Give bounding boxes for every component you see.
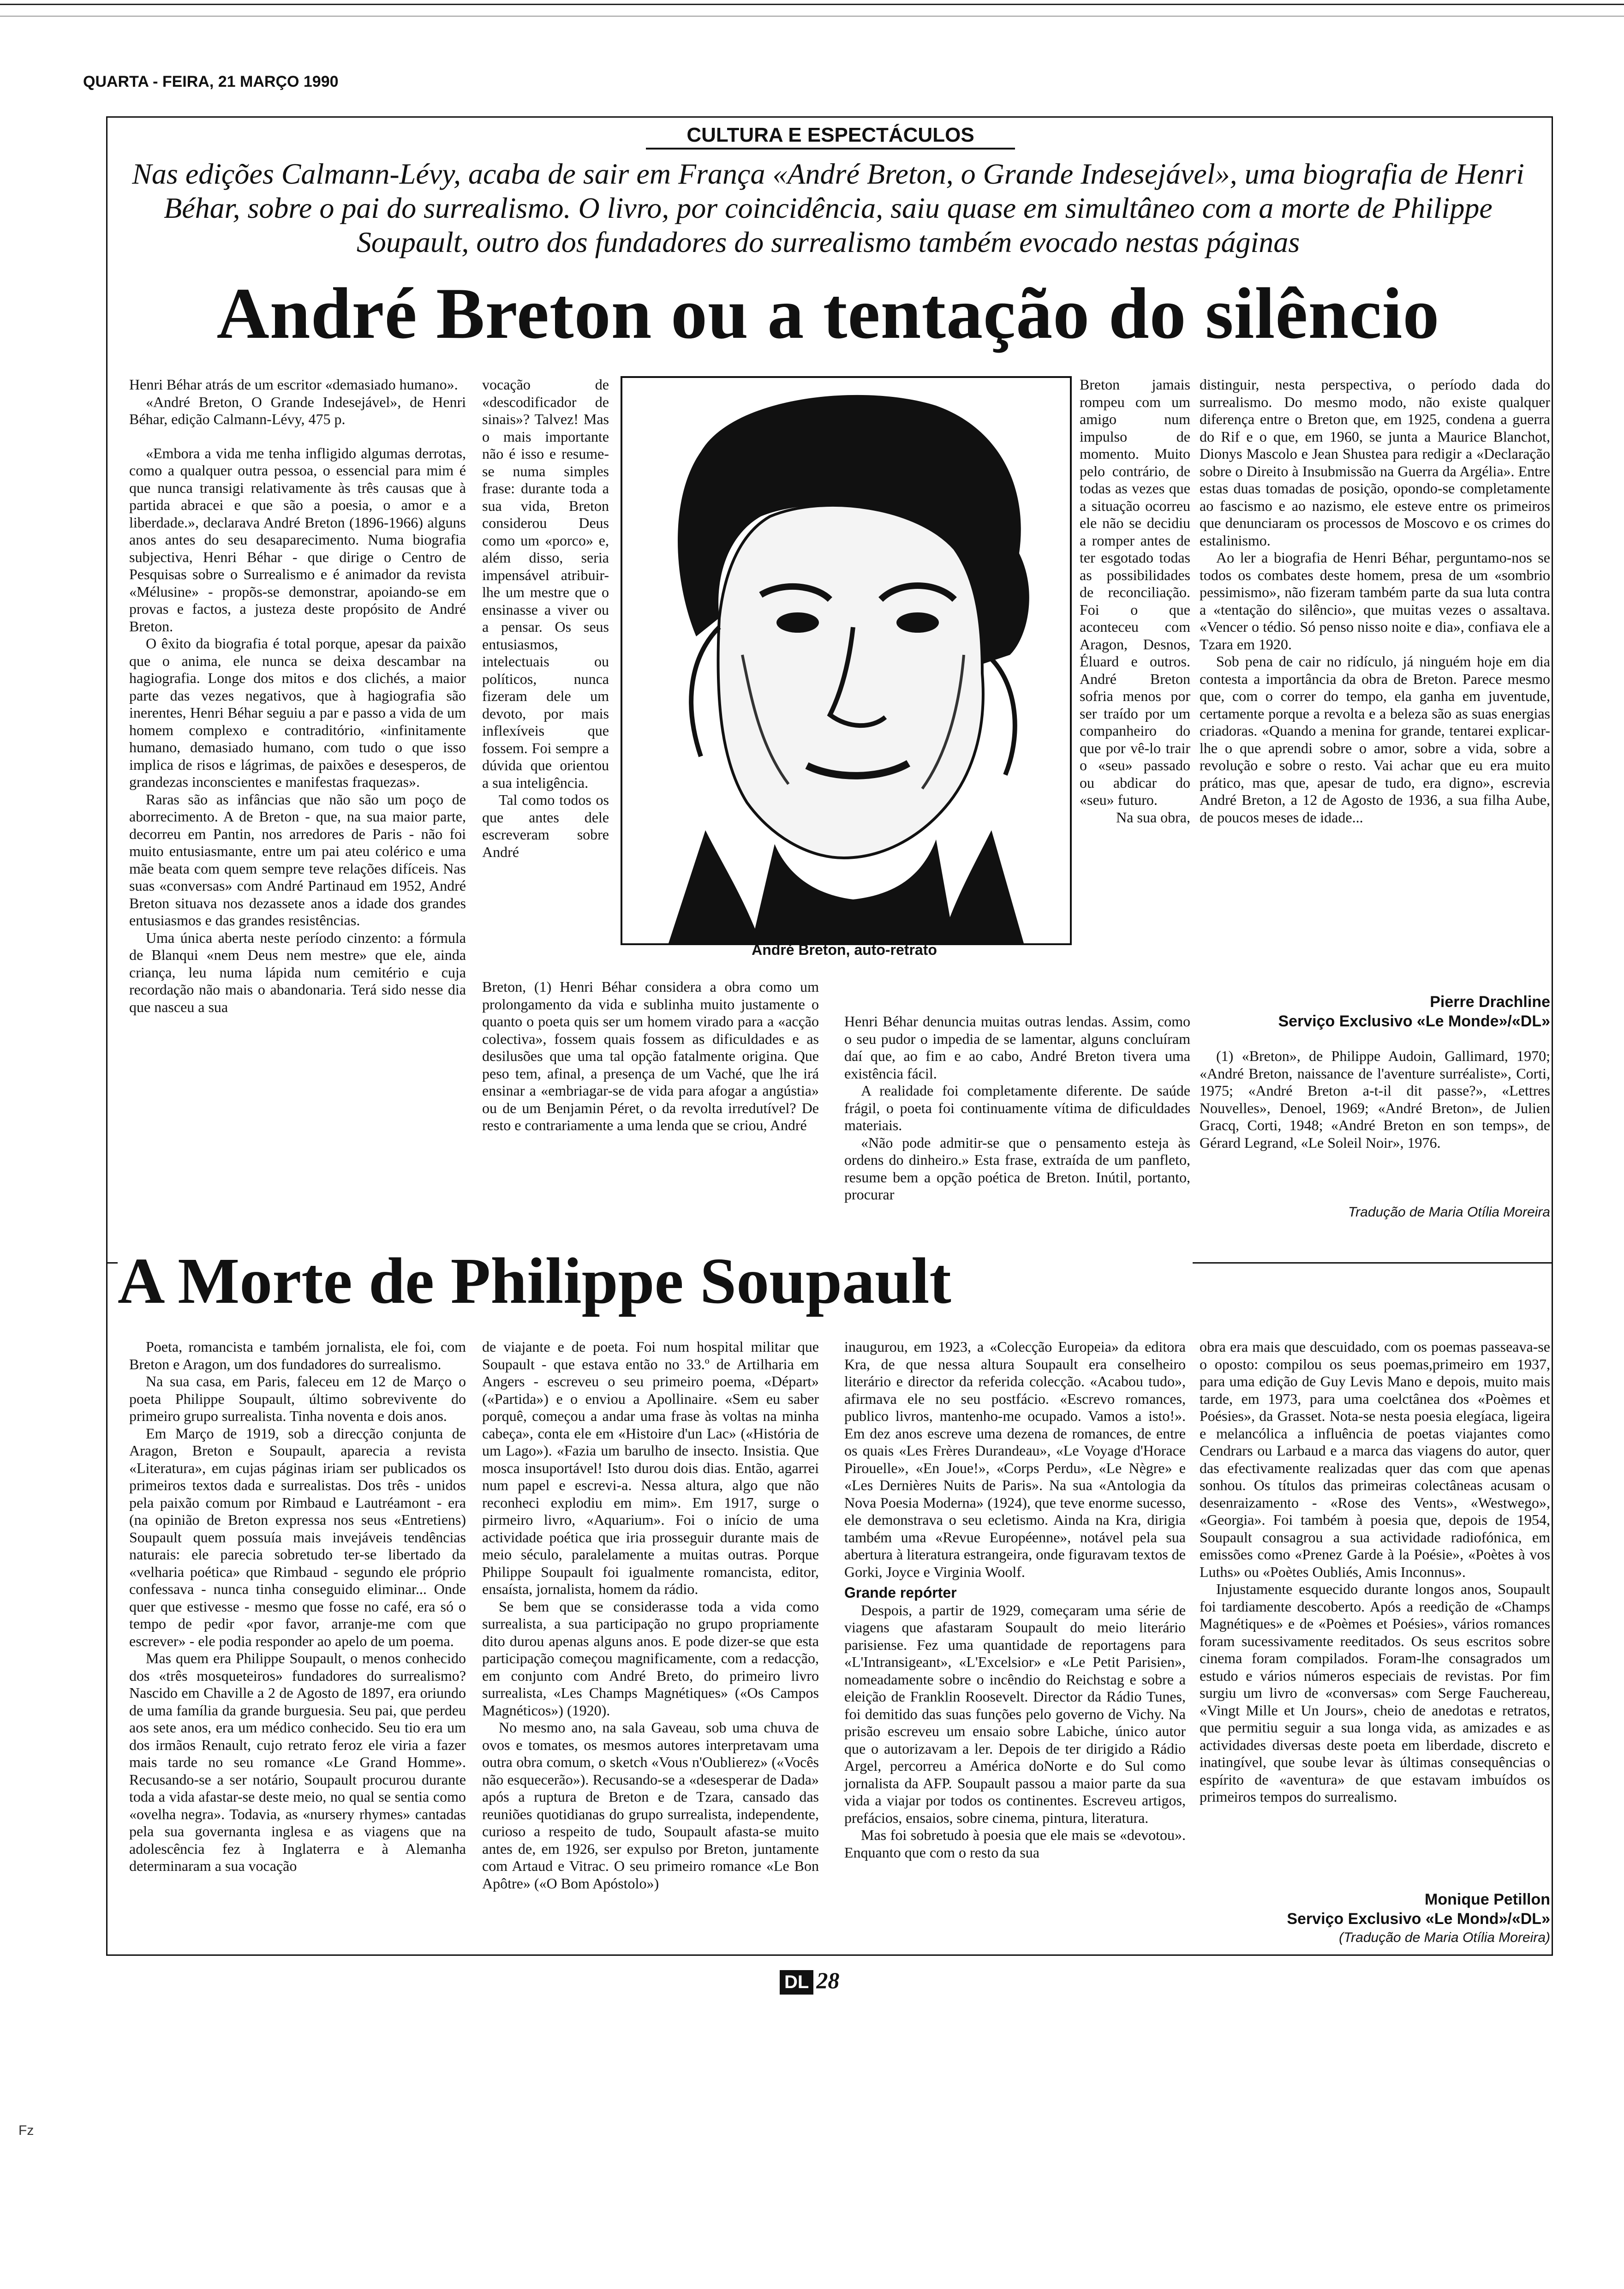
breton-column-3 bbox=[1080, 376, 1190, 826]
paragraph: obra era mais que descuidado, com os poemas passeava-se o oposto: compilou os seus poemas,primeiro em 1937, para uma edição de Guy Levis Mano e depois, muito mais tarde, em 1973, para uma coelctânea dos «Poèmes et Poésies», da Grasset. Nota-se nesta poesia elegíaca, ligeira e melancólica a influência de poetas viajantes como Cendrars ou Larbaud e a marca das viagens do autor, quer das efectivamente realizadas quer das com que apenas sonhou. Os títulos das primeiras colectâneas acusam o desenraizamento - «Rose des Vents», «Westwego», «Georgia». Foi também à poesia que, depois de 1954, Soupault consagrou a sua actividade radiofónica, em emissões como «Prenez Garde à la Poésie», «Poètes à vos Luths» ou «Poètes Oubliés, Amis Inconnus». bbox=[1200, 1338, 1550, 1580]
top-edge-rule-2 bbox=[0, 16, 1624, 17]
margin-mark: Fz bbox=[18, 2123, 34, 2138]
page-footer bbox=[780, 1967, 839, 1995]
paragraph: Tal como todos os que antes dele escreveram sobre André bbox=[482, 791, 609, 860]
book-reference: «André Breton, O Grande Indesejável», de Henri Béhar, edição Calmann-Lévy, 475 p. bbox=[129, 393, 466, 427]
paragraph: Henri Béhar denuncia muitas outras lendas. Assim, como o seu pudor o impedia de se lamentar, alguns concluíram daí que, ao fim e ao cabo, André Breton tivera uma existência fácil. bbox=[844, 1013, 1190, 1082]
paragraph: Na sua casa, em Paris, faleceu em 12 de Março o poeta Philippe Soupault, último sobrevivente do primeiro grupo surrealista. Tinha noventa e dois anos. bbox=[129, 1373, 466, 1424]
paragraph: «Não pode admitir-se que o pensamento esteja às ordens do dinheiro.» Esta frase, extraída de um panfleto, resume bem a opção poética de Breton. Inútil, portanto, procurar bbox=[844, 1134, 1190, 1203]
paragraph: vocação de «descodificador de sinais»? Talvez! Mas o mais importante não é isso e resume-se numa simples frase: durante toda a sua vida, Breton considerou Deus como um «porco» e, além disso, seria impensável atribuir-lhe um mestre que o ensinasse a viver ou a pensar. Os seus entusiasmos, intelectuais ou políticos, nunca fizeram dele um devoto, por mais inflexíveis que fossem. Foi sempre a dúvida que orientou a sua inteligência. bbox=[482, 376, 609, 791]
soupault-column-4 bbox=[1200, 1338, 1550, 1806]
paragraph: O êxito da biografia é total porque, apesar da paixão que o anima, ele nunca se deixa descambar na hagiografia. Longe dos mitos e dos clichés, a maior parte das vezes negativos, que à hagiografia são inerentes, Henri Béhar seguiu a par e passo a vida de um homem complexo e contraditório, «infinitamente humano, demasiado humano, com tudo o que isso implica de risos e lágrimas, de paixões e desesperos, de grandezas inconscientes e manifestas fraquezas». bbox=[129, 635, 466, 790]
paragraph: A realidade foi completamente diferente. De saúde frágil, o poeta foi continuamente vítima de dificuldades materiais. bbox=[844, 1082, 1190, 1133]
paragraph: Uma única aberta neste período cinzento: a fórmula de Blanqui «nem Deus nem mestre» que ele, ainda criança, leu numa lápida num cemitério e cuja recordação não mais o abandonaria. Terá sido nesse dia que nasceu a sua bbox=[129, 929, 466, 1015]
breton-column-4 bbox=[1200, 376, 1550, 826]
paragraph: distinguir, nesta perspectiva, o período dada do surrealismo. Do mesmo modo, não existe qualquer diferença entre o Breton que, em 1925, condena a guerra do Rif e o que, em 1960, se junta a Maurice Blanchot, Dionys Mascolo e Jean Shustea para redigir a «Declaração sobre o Direito à Insubmissão na Guerra da Argélia». Entre estas duas tomadas de posição, opondo-se completamente ao fascismo e ao nazismo, ele esteve entre os primeiros que denunciaram os processos de Moscovo e os crimes do estalinismo. bbox=[1200, 376, 1550, 549]
breton-column-2-continued bbox=[482, 978, 819, 1134]
paragraph: Sob pena de cair no ridículo, já ninguém hoje em dia contesta a importância da obra de Breton. Parece mesmo que, com o correr do tempo, ela ganha em juventude, certamente porque a revolta e a beleza são as suas energias criadoras. «Quando a menina for grande, tentarei explicar-lhe o que aprendi sobre o amor, sobre a vida, sobre a revolução e sobre o resto. Vai achar que eu era muito prático, mas que, apesar de tudo, era digno», escrevia André Breton, a 12 de Agosto de 1936, a sua filha Aube, de poucos meses de idade... bbox=[1200, 653, 1550, 826]
breton-column-2 bbox=[482, 376, 609, 861]
soupault-signature bbox=[1200, 1890, 1550, 1929]
page-date: QUARTA - FEIRA, 21 MARÇO 1990 bbox=[83, 73, 339, 90]
author-name: Monique Petillon bbox=[1425, 1891, 1550, 1908]
soupault-column-3 bbox=[844, 1338, 1186, 1861]
photo-caption: André Breton, auto-retrato bbox=[752, 941, 937, 958]
article-deck: Nas edições Calmann-Lévy, acaba de sair em França «André Breton, o Grande Indesejável», uma biografia de Henri Béhar, sobre o pai do surrealismo. O livro, por coincidência, saiu quase em simultâneo com a morte de Philippe Soupault, outro dos fundadores do surrealismo também evocado nestas páginas bbox=[132, 157, 1524, 258]
paragraph: de viajante e de poeta. Foi num hospital militar que Soupault - que estava então no 33.º de Artilharia em Angers - escreveu o seu primeiro poema, «Départ» («Partida») e o enviou a Apollinaire. «Sem eu saber porquê, começou a andar uma frase às voltas na minha cabeça», conta ele em «Histoire d'un Lac» («História de um Lago»). «Fazia um barulho de insecto. Insistia. Que mosca insuportável! Isto durou dois dias. Então, agarrei num papel e escrevi-a. Nessa altura, algo que não reconheci explodiu em mim». Em 1917, surge o pirmeiro livro, «Aquarium». Foi o início de uma actividade poética que iria prosseguir durante mais de meio século, paralelamente a muitas outras. Porque Philippe Soupault foi igualmente romancista, editor, ensaísta, jornalista, homem da rádio. bbox=[482, 1338, 819, 1597]
breton-column-3-continued bbox=[844, 1013, 1190, 1204]
paragraph: Mas quem era Philippe Soupault, o menos conhecido dos «três mosqueteiros» fundadores do surrealismo? Nascido em Chaville a 2 de Agosto de 1897, era oriundo de uma família da grande burguesia. Seu pai, que perdeu aos sete anos, era um médico conhecido. Seu tio era um dos irmãos Renault, cujo retrato feroz ele viria a fazer mais tarde no seu romance «Le Grand Homme». Recusando-se a ser notário, Soupault procurou durante toda a vida afastar-se deste meio, no qual se sentia como «ovelha negra». Todavia, as «nursery rhymes» cantadas pela sua governanta inglesa e as viagens que na adolescência fez à Inglaterra e à Alemanha determinaram a sua vocação bbox=[129, 1650, 466, 1874]
paragraph: No mesmo ano, na sala Gaveau, sob uma chuva de ovos e tomates, os mesmos autores interpretavam uma outra obra comum, o sketch «Vous n'Oublierez» («Vocês não esquecerão»). Recusando-se a «desesperar de Dada» após a ruptura de Breton e de Tzara, cansado das reuniões quotidianas do grupo surrealista, independente, curioso a respeito de tudo, Soupault afasta-se muito antes de, em 1926, ser expulso por Breton, juntamente com Artaud e Vitrac. O seu primeiro romance «Le Bon Apôtre» («O Bom Apóstolo») bbox=[482, 1719, 819, 1892]
author-name: Pierre Drachline bbox=[1430, 993, 1550, 1011]
paragraph: Despois, a partir de 1929, começaram uma série de viagens que afastaram Soupault do meio literário parisiense. Fez uma quantidade de reportagens para «L'Intransigeant», «L'Excelsior» e «Le Petit Parisien», nomeadamente sobre o incêndio do Reichstag e sobre a eleição de Franklin Roosevelt. Director da Rádio Tunes, foi demitido das suas funções pelo governo de Vichy. Na prisão escreveu um ensaio sobre Labiche, único autor que o autorizavam a ler. Depois de ter dirigido a Rádio Argel, percorreu a América doNorte e do Sul como jornalista da AFP. Soupault passou a maior parte da sua vida a viajar por todos os continentes. Escreveu artigos, prefácios, ensaios, sobre cinema, pintura, literatura. bbox=[844, 1601, 1186, 1826]
paragraph: Se bem que se considerasse toda a vida como surrealista, a sua participação no grupo propriamente dito durou apenas alguns anos. E pode dizer-se que esta participação começou magnificamente, com a redacção, em conjunto com André Breto, do primeiro livro surrealista, «Les Champs Magnétiques» («Os Campos Magnéticos») (1920). bbox=[482, 1598, 819, 1719]
breton-portrait bbox=[621, 376, 1072, 945]
paragraph: Poeta, romancista e também jornalista, ele foi, com Breton e Aragon, um dos fundadores do surrealismo. bbox=[129, 1338, 466, 1372]
breton-signature bbox=[1200, 992, 1550, 1031]
paragraph: Na sua obra, bbox=[1116, 809, 1190, 826]
paragraph: Breton jamais rompeu com um amigo num impulso de momento. Muito pelo contrário, de todas as vezes que a situação ocorreu ele não se decidiu a romper antes de ter esgotado todas as possibilidades de reconciliação. Foi o que aconteceu com Aragon, Desnos, Éluard e outros. André Breton sofria menos por ser traído por um companheiro do que por vê-lo trair o «seu» passado ou abdicar do «seu» futuro. bbox=[1080, 376, 1190, 808]
paragraph: Injustamente esquecido durante longos anos, Soupault foi tardiamente descoberto. Após a reedição de «Champs Magnétiques» e de «Poèmes et Poésies», vários romances foram sucessivamente reeditados. Os seus escritos sobre cinema foram compilados. Foram-lhe consagrados um estudo e vários números especiais de revistas. Por fim surgiu um livro de «conversas» com Serge Fauchereau, «Vingt Mille et Un Jours», cheio de anedotas e retratos, que permitiu seguir a sua longa vida, as amizades e as actividades diversas deste poeta em liberdade, discreto e inatingível, que soube levar às últimas consequências o espírito de «aventura» de que estavam imbuídos os primeiros tempos do surrealismo. bbox=[1200, 1581, 1550, 1805]
page-number: 28 bbox=[816, 1967, 840, 1993]
paragraph: Ao ler a biografia de Henri Béhar, perguntamo-nos se todos os combates deste homem, presa de um «sombrio pessimismo», não fizeram também parte da sua luta contra a «tentação do silêncio», que muitas vezes o assaltava. «Vencer o tédio. Só penso nisso noite e dia», confiava ele a Tzara em 1920. bbox=[1200, 549, 1550, 653]
footnote: (1) «Breton», de Philippe Audoin, Gallimard, 1970; «André Breton, naissance de l'aventure surréaliste», Corti, 1975; «André Breton a-t-il dit passe?», «Lettres Nouvelles», Denoel, 1969; «André Breton», de Julien Gracq, Corti, 1948; «André Breton en son temps», de Gérard Legrand, «Le Soleil Noir», 1976. bbox=[1200, 1048, 1550, 1151]
article-headline: André Breton ou a tentação do silêncio bbox=[216, 273, 1440, 354]
breton-footnote bbox=[1200, 1048, 1550, 1151]
paragraph: Em Março de 1919, sob a direcção conjunta de Aragon, Breton e Soupault, aparecia a revista «Literatura», em cujas páginas iriam ser publicados os primeiros textos dada e surrealistas. Dos três - unidos pela paixão comum por Rimbaud e Lautréamont - era (na opinião de Breton expressa nos seus «Entretiens) Soupault quem possuía mais invejáveis tendências naturais: ele parecia sobretudo ter-se libertado da «velharia poética» que Rimbaud - segundo ele próprio confessava - nunca tinha conseguido eliminar... Onde quer que estivesse - mesmo que fosse no café, era só o tempo de pedir «por favor, arranje-me com que escrever» - ele podia responder ao apelo de um poema. bbox=[129, 1425, 466, 1649]
dl-logo: DL bbox=[780, 1970, 813, 1995]
soupault-translator: (Tradução de Maria Otília Moreira) bbox=[1339, 1930, 1550, 1945]
paragraph: Raras são as infâncias que não são um poço de aborrecimento. A de Breton - que, na sua maior parte, decorreu em Pantin, nos arredores de Paris - não foi muito entusiasmante, entre um pai ateu colérico e uma mãe beata com quem sempre teve relações difíceis. Nas suas «conversas» com André Partinaud em 1952, André Breton situava nos dezassete anos a idade dos grandes entusiasmos e das grandes resistências. bbox=[129, 791, 466, 929]
subhead: Grande repórter bbox=[844, 1584, 957, 1601]
section-label: CULTURA E ESPECTÁCULOS bbox=[646, 124, 1015, 150]
service-credit: Serviço Exclusivo «Le Mond»/«DL» bbox=[1287, 1910, 1550, 1928]
soupault-column-1 bbox=[129, 1338, 466, 1875]
paragraph: Breton, (1) Henri Béhar considera a obra como um prolongamento da vida e sublinha muito justamente o quanto o poeta quis ser um homem virado para a «acção colectiva», fossem quais fossem as dificuldades e as desilusões que uma tal opção fatalmente origina. Que peso tem, afinal, a presença de um Vaché, que lhe irá ensinar a «embriagar-se de vida para afogar a angústia» ou de um Benjamin Péret, o da revolta irredutível? De resto e contrariamente a uma lenda que se criou, André bbox=[482, 978, 819, 1133]
service-credit: Serviço Exclusivo «Le Monde»/«DL» bbox=[1278, 1013, 1550, 1030]
soupault-column-2 bbox=[482, 1338, 819, 1892]
paragraph: inaugurou, em 1923, a «Colecção Europeia» da editora Kra, de que nessa altura Soupault era conselheiro literário e director da referida colecção. «Acabou tudo», afirmava ele no seu postfácio. «Escrevo romances, publico livros, mantenho-me ocupado. Vamos a isto!». Em dez anos escreve uma dezena de romances, de entre os quais «Les Frères Durandeau», «Le Voyage d'Horace Pirouelle», «En Joue!», «Corps Perdu», «Le Nègre» e «Les Dernières Nuits de Paris». Na sua «Antologia da Nova Poesia Moderna» (1924), que teve enorme sucesso, ele demonstrava o seu ecletismo. Ainda na Kra, dirigia também uma «Revue Européenne», notável pela sua abertura à literatura estrangeira, onde figuravam textos de Gorki, Joyce e Virginia Woolf. bbox=[844, 1338, 1186, 1580]
breton-column-1 bbox=[129, 376, 466, 1016]
top-edge-rule bbox=[0, 4, 1624, 5]
intro-line: Henri Béhar atrás de um escritor «demasiado humano». bbox=[129, 376, 458, 393]
breton-translator: Tradução de Maria Otília Moreira bbox=[1348, 1204, 1550, 1220]
paragraph: Mas foi sobretudo à poesia que ele mais se «devotou». Enquanto que com o resto da sua bbox=[844, 1827, 1186, 1861]
paragraph: «Embora a vida me tenha infligido algumas derrotas, como a qualquer outra pessoa, o essencial para mim é que nunca transigi relativamente às três causas que à partida abracei e que são a poesia, o amor e a liberdade.», declarava André Breton (1896-1966) alguns anos antes do seu desaparecimento. Numa biografia subjectiva, Henri Béhar - que dirige o Centro de Pesquisas sobre o Surrealismo e é animador da revista «Mélusine» - propõs-se demonstrar, apoiando-se em provas e factos, a justeza deste propósito de André Breton. bbox=[129, 444, 466, 635]
soupault-headline: A Morte de Philippe Soupault bbox=[118, 1241, 1193, 1320]
portrait-illustration bbox=[622, 378, 1070, 943]
